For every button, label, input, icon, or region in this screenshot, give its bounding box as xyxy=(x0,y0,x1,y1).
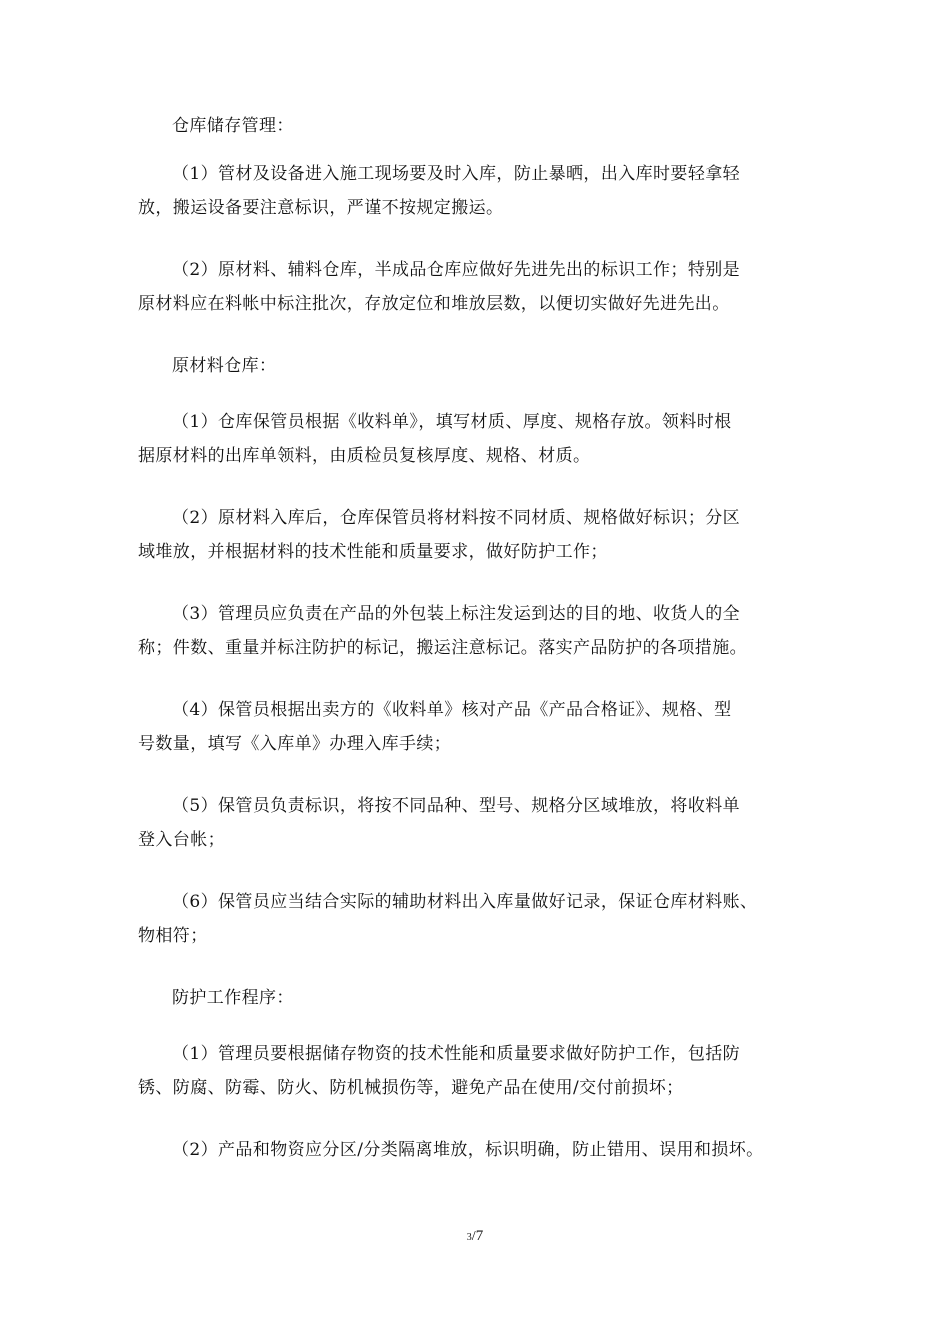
paragraph xyxy=(138,157,828,225)
paragraph xyxy=(138,1133,828,1167)
text-line: （2）产品和物资应分区/分类隔离堆放，标识明确，防止错用、误用和损坏。 xyxy=(172,1140,764,1160)
text-line: （2）原材料入库后，仓库保管员将材料按不同材质、规格做好标识；分区 xyxy=(172,508,741,528)
paragraph xyxy=(138,597,828,665)
text-line: 放，搬运设备要注意标识，严谨不按规定搬运。 xyxy=(138,198,504,218)
text-line: （4）保管员根据出卖方的《收料单》核对产品《产品合格证》、规格、型 xyxy=(172,700,732,720)
text-line: （6）保管员应当结合实际的辅助材料出入库量做好记录，保证仓库材料账、 xyxy=(172,892,758,912)
page-number xyxy=(0,1227,950,1245)
text-line: 防护工作程序： xyxy=(172,988,294,1008)
text-line: （1）管材及设备进入施工现场要及时入库，防止暴晒，出入库时要轻拿轻 xyxy=(172,164,741,184)
text-line: 据原材料的出库单领料，由质检员复核厚度、规格、材质。 xyxy=(138,446,591,466)
current-page-number: 3 xyxy=(466,1232,472,1243)
total-page-count: 7 xyxy=(475,1228,484,1244)
text-line: 登入台帐； xyxy=(138,830,225,850)
paragraph xyxy=(138,253,828,321)
text-line: 物相符； xyxy=(138,926,208,946)
text-line: 仓库储存管理： xyxy=(172,116,294,136)
text-line: 原材料应在料帐中标注批次，存放定位和堆放层数，以便切实做好先进先出。 xyxy=(138,294,730,314)
text-line: （1）管理员要根据储存物资的技术性能和质量要求做好防护工作，包括防 xyxy=(172,1044,741,1064)
paragraph xyxy=(138,501,828,569)
paragraph xyxy=(138,789,828,857)
paragraph xyxy=(138,693,828,761)
section-heading-storage xyxy=(138,109,828,143)
text-line: 域堆放，并根据材料的技术性能和质量要求，做好防护工作； xyxy=(138,542,608,562)
text-line: 原材料仓库： xyxy=(172,356,277,376)
text-line: （1）仓库保管员根据《收料单》，填写材质、厚度、规格存放。领料时根 xyxy=(172,412,732,432)
text-line: （2）原材料、辅料仓库，半成品仓库应做好先进先出的标识工作；特别是 xyxy=(172,260,741,280)
page-separator: / xyxy=(471,1229,476,1244)
paragraph xyxy=(138,1037,828,1105)
text-line: 号数量，填写《入库单》办理入库手续； xyxy=(138,734,452,754)
text-line: （5）保管员负责标识，将按不同品种、型号、规格分区域堆放，将收料单 xyxy=(172,796,741,816)
text-line: 称；件数、重量并标注防护的标记，搬运注意标记。落实产品防护的各项措施。 xyxy=(138,638,747,658)
paragraph xyxy=(138,885,828,953)
section-heading-raw-material xyxy=(138,349,828,383)
paragraph xyxy=(138,405,828,473)
text-line: （3）管理员应负责在产品的外包装上标注发运到达的目的地、收货人的全 xyxy=(172,604,741,624)
text-line: 锈、防腐、防霉、防火、防机械损伤等，避免产品在使用/交付前损坏； xyxy=(138,1078,684,1098)
section-heading-protection xyxy=(138,981,828,1015)
